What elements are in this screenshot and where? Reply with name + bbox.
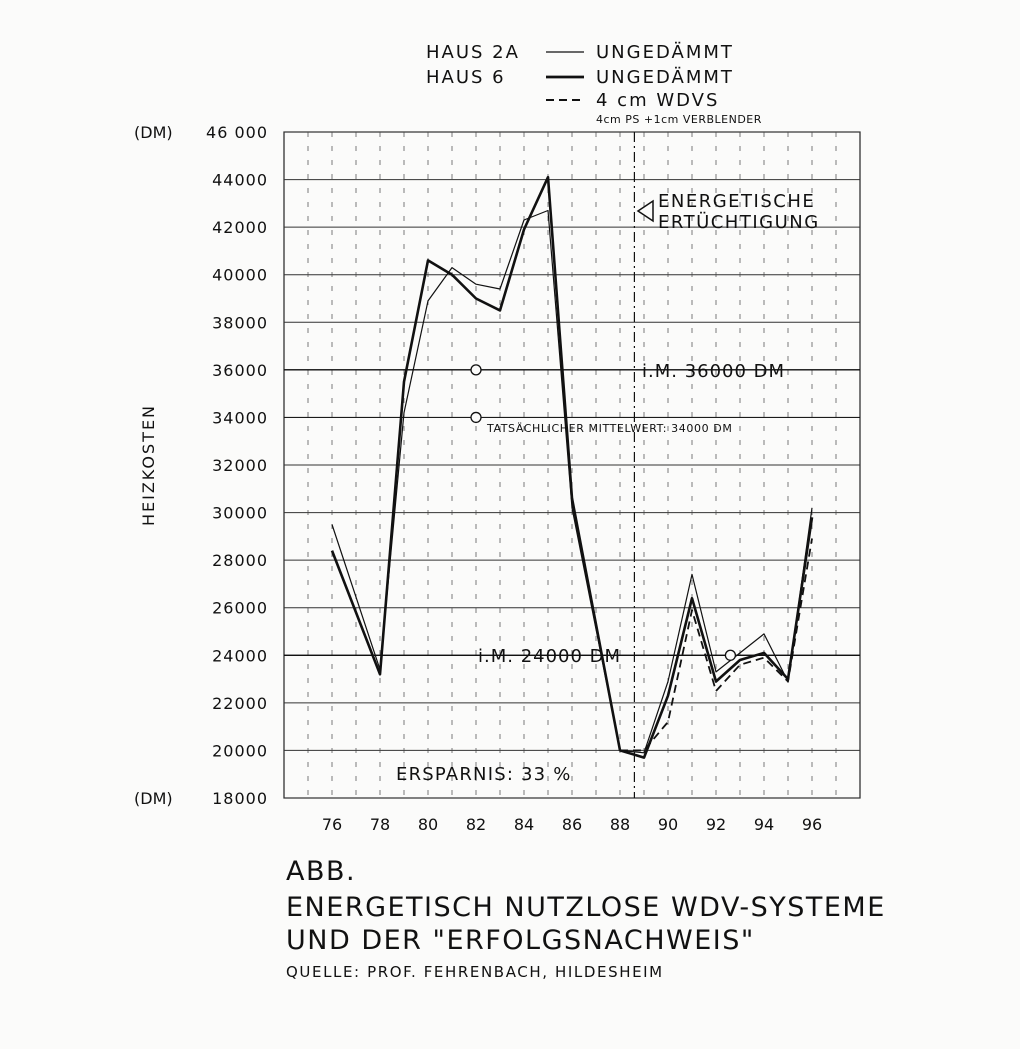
annotation-mean-36000: i.M. 36000 DM [642,361,786,382]
x-tick-label: 82 [465,815,487,834]
x-tick-label: 90 [657,815,679,834]
y-tick-label: 42000 [212,218,268,238]
annotation-ersparnis: ERSPARNIS: 33 % [396,764,572,785]
caption-line-3: UND DER "ERFOLGSNACHWEIS" [286,925,755,956]
y-tick-label: 38000 [212,313,268,333]
legend-label: UNGEDÄMMT [596,67,734,88]
y-unit-label-top: (DM) [134,123,173,142]
y-tick-label: 36000 [212,360,268,380]
x-tick-label: 76 [321,815,343,834]
y-tick-label: 40000 [212,265,268,285]
y-tick-label: 28000 [212,551,268,571]
y-tick-label: 22000 [212,693,268,713]
x-tick-label: 94 [753,815,775,834]
legend-house-name: HAUS 2A [426,42,520,63]
mean-marker [471,365,481,375]
x-tick-label: 84 [513,815,535,834]
x-tick-label: 86 [561,815,583,834]
y-tick-label: 30000 [212,503,268,523]
legend-label: UNGEDÄMMT [596,42,734,63]
legend-label: 4 cm WDVS [596,90,720,111]
mean-marker [725,650,735,660]
y-tick-label: 26000 [212,598,268,618]
y-tick-label: 46 000 [206,123,268,142]
energetische-triangle-icon [638,201,653,221]
y-tick-label: 24000 [212,646,268,666]
y-tick-label: 18000 [212,789,268,808]
y-unit-label-bottom: (DM) [134,789,173,808]
legend-sublabel: 4cm PS +1cm VERBLENDER [596,113,762,126]
mean-marker [471,412,481,422]
x-tick-label: 96 [801,815,823,834]
caption-line-1: ABB. [286,856,357,887]
x-tick-label: 80 [417,815,439,834]
series-line-haus-6 [332,177,812,757]
annotation-ertuechtigung: ERTÜCHTIGUNG [658,212,820,233]
x-tick-label: 78 [369,815,391,834]
y-axis-label: HEIZKOSTEN [139,403,158,527]
y-tick-label: 44000 [212,170,268,190]
annotation-tatsaechlicher-mittelwert: TATSÄCHLICHER MITTELWERT: 34000 DM [487,422,733,435]
y-tick-label: 32000 [212,456,268,475]
caption-source: QUELLE: PROF. FEHRENBACH, HILDESHEIM [286,963,664,981]
y-tick-label: 20000 [212,741,268,761]
caption-line-2: ENERGETISCH NUTZLOSE WDV-SYSTEME [286,892,886,923]
x-tick-label: 88 [609,815,631,834]
legend-house-name: HAUS 6 [426,67,506,88]
annotation-energetische: ENERGETISCHE [658,191,816,212]
x-tick-label: 92 [705,815,727,834]
y-tick-label: 34000 [212,408,268,428]
annotation-mean-24000: i.M. 24000 DM [478,646,622,667]
